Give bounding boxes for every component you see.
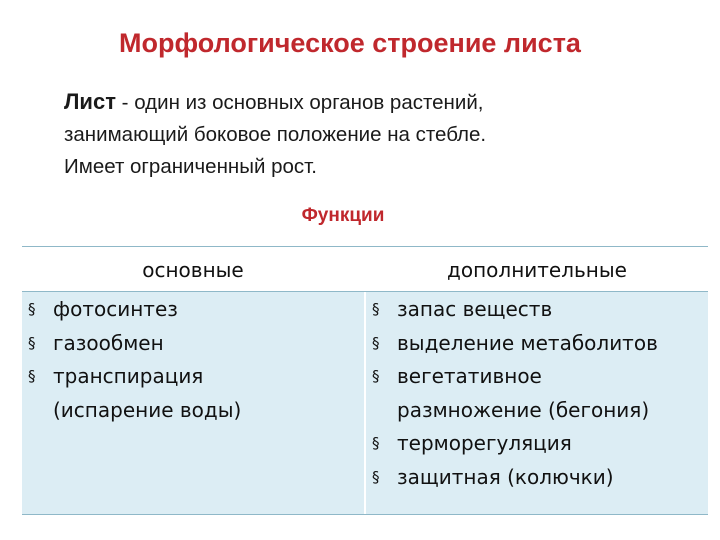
leaf-definition (64, 86, 664, 183)
bullet-icon: § (372, 300, 380, 318)
bullet-icon: § (28, 333, 36, 352)
table-header-row (22, 247, 708, 292)
main-functions-list (22, 293, 352, 427)
definition-text: - один из основных органов растений, (115, 91, 484, 114)
bullet-icon: § (372, 367, 380, 385)
definition-line-1 (64, 86, 664, 119)
list-item: § фотосинтез (22, 293, 352, 327)
bullet-icon: § (372, 333, 380, 352)
column-header-extra: дополнительные (447, 258, 627, 282)
list-item: § вегетативное размножение (бегония) (366, 360, 708, 427)
definition-term: Лист (64, 89, 116, 114)
bullet-icon: § (372, 467, 380, 486)
list-item: § транспирация (испарение воды) (22, 360, 352, 427)
list-item: § защитная (колючки) (366, 461, 708, 495)
column-header-main: основные (142, 258, 244, 282)
functions-table (22, 246, 708, 515)
list-item: § терморегуляция (366, 427, 708, 461)
list-item: § выделение метаболитов (366, 327, 708, 361)
extra-functions-list (366, 293, 708, 494)
functions-heading: Функции (301, 205, 385, 226)
definition-line-2: занимающий боковое положение на стебле. (64, 123, 487, 146)
definition-line-3: Имеет ограниченный рост. (64, 155, 317, 178)
bullet-icon: § (372, 434, 380, 452)
list-item: § газообмен (22, 327, 352, 361)
list-item: § запас веществ (366, 293, 708, 327)
bullet-icon: § (28, 300, 36, 318)
slide-title: Морфологическое строение листа (119, 28, 581, 58)
bullet-icon: § (28, 367, 36, 385)
